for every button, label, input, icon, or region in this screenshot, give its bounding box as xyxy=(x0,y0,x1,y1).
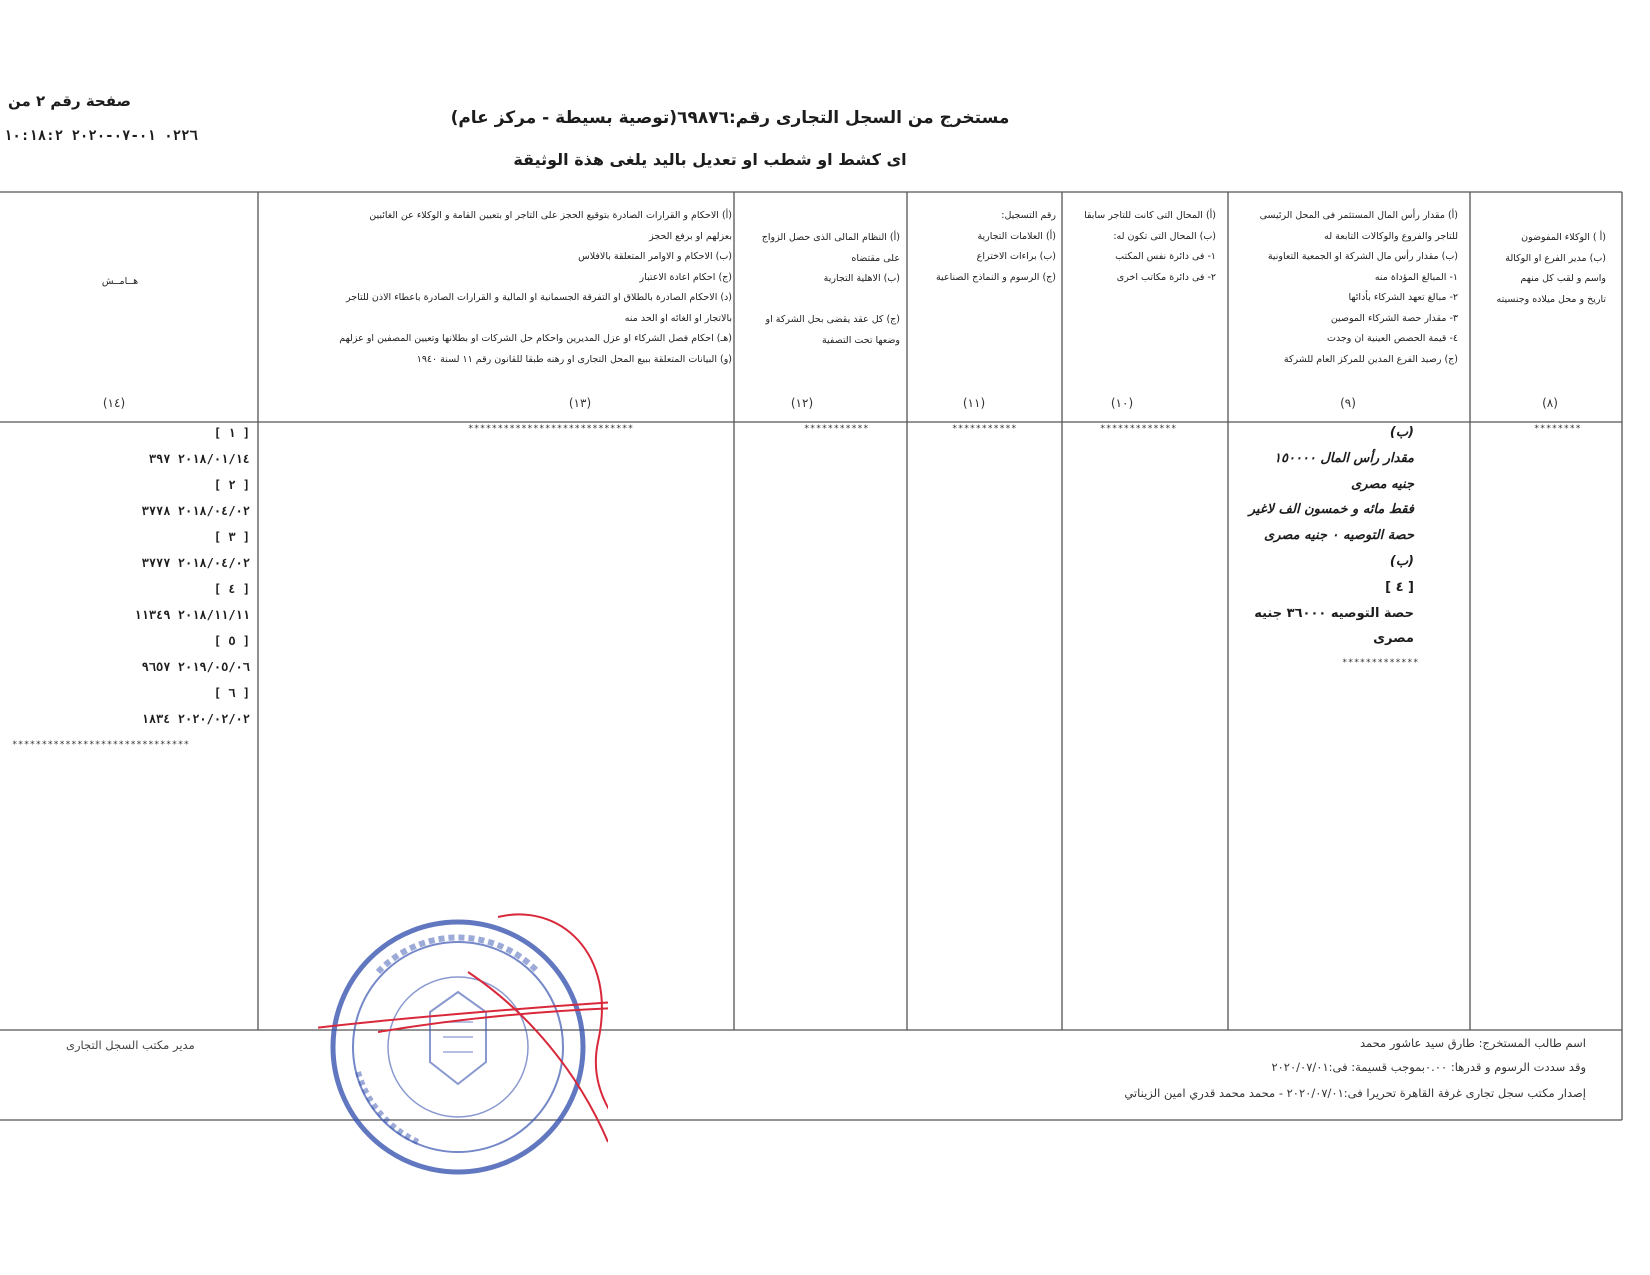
entry-line: [ ٤ ] xyxy=(213,582,250,596)
header-line: (ج) احكام اعادة الاعتبار xyxy=(639,271,732,283)
header-line: ٤- قيمة الحصص العينية ان وجدت xyxy=(1327,333,1458,344)
header-line: تاريخ و محل ميلاده وجنسيته xyxy=(1496,293,1606,305)
header-line: واسم و لقب كل منهم xyxy=(1520,273,1606,284)
entry-line: [ ٥ ] xyxy=(213,634,250,648)
header-line: (أ ) الوكلاء المفوضون xyxy=(1521,232,1606,243)
column-header-9 xyxy=(1228,206,1458,370)
column-header-14 xyxy=(60,272,180,293)
stars-col8: ******** xyxy=(1534,424,1582,434)
column-header-11 xyxy=(906,206,1056,288)
header-line: ١- المبالغ المؤداة منه xyxy=(1374,271,1458,283)
entry-line: ٢٠١٨/٠٤/٠٢ ٣٧٧٨ xyxy=(141,504,250,518)
column-number-11: (١١) xyxy=(962,396,986,410)
entry-line: [ ٤ ] xyxy=(1385,579,1414,595)
entry-line: مقدار رأس المال ١٥٠٠٠٠ xyxy=(1274,450,1414,466)
column-header-10 xyxy=(1056,206,1216,288)
stars-col9-end: ************* xyxy=(1342,658,1419,668)
column-header-8 xyxy=(1466,228,1606,310)
header-line: (و) البيانات المتعلقة ببيع المحل التجارى او رهنه طبقا للقانون رقم ١١ لسنة ١٩٤٠ xyxy=(416,353,732,365)
header-line: (ب) الاحكام و الاوامر المتعلقة بالافلاس xyxy=(578,251,732,262)
entry-line: حصة التوصيه ٠ جنيه مصرى xyxy=(1264,528,1414,544)
entry-line: [ ٦ ] xyxy=(213,686,250,700)
entry-line: [ ٣ ] xyxy=(213,530,250,544)
entry-line: ٢٠١٨/٠٤/٠٢ ٣٧٧٧ xyxy=(141,556,250,570)
header-line: (د) الاحكام الصادرة بالطلاق او التفرقة الجسمانية او المالية و القرارات الصادرة باعطاء الاذن للتاجر xyxy=(345,292,732,303)
margin-entries xyxy=(110,420,250,732)
header-line xyxy=(740,290,900,311)
header-line: هــامــش xyxy=(101,276,139,287)
entry-line: (ب) xyxy=(1389,553,1414,569)
header-line: (ج) رصيد الفرع المدين للمركز العام للشركة xyxy=(1283,353,1458,365)
capital-entries xyxy=(1154,420,1414,652)
header-line: (ج) الرسوم و النماذج الصناعية xyxy=(935,271,1056,283)
header-line: على مقتضاه xyxy=(851,252,900,264)
entry-line: ٢٠٢٠/٠٢/٠٢ ١٨٣٤ xyxy=(141,712,250,726)
header-line: (ب) المحال التى تكون له: xyxy=(1113,230,1216,242)
header-line: (أ) العلامات التجارية xyxy=(977,230,1056,242)
column-number-9: (٩) xyxy=(1340,396,1356,410)
header-line: وضعها تحت التصفية xyxy=(821,334,900,346)
entry-line: [ ١ ] xyxy=(213,426,250,440)
header-line: ٢- مبالغ تعهد الشركاء بأدائها xyxy=(1348,292,1458,303)
column-number-14: (١٤) xyxy=(102,396,126,410)
issuer-line: إصدار مكتب سجل تجارى غرفة القاهرة تحريرا فى:٢٠٢٠/٠٧/٠١ - محمد محمد قدري امين الزيناتي xyxy=(1124,1086,1586,1100)
entry-line: مصرى xyxy=(1373,631,1414,647)
header-line: للتاجر والفروع والوكالات التابعة له xyxy=(1324,230,1458,242)
stars-col10: ************* xyxy=(1100,424,1177,434)
header-line: (ب) مقدار رأس مال الشركة او الجمعية التعاونية xyxy=(1267,251,1458,262)
header-line: (أ) الاحكام و القرارات الصادرة بتوقيع الحجز على التاجر او بتعيين القامة و الوكلاء عن الغائبين xyxy=(369,210,732,221)
office-manager-label: مدير مكتب السجل التجارى xyxy=(66,1038,195,1052)
header-line: ٢- فى دائرة مكاتب اخرى xyxy=(1116,271,1216,283)
entry-line: حصة التوصيه ٣٦٠٠٠ جنيه xyxy=(1254,605,1414,621)
header-line: (هـ) احكام فصل الشركاء او عزل المديرين واحكام حل الشركات او بطلانها وتعيين المصفين او عزلهم xyxy=(339,333,732,344)
header-line: (ب) مدير الفرع او الوكالة xyxy=(1505,252,1606,264)
stars-col12: *********** xyxy=(804,424,870,434)
header-line: رقم التسجيل: xyxy=(1001,210,1056,221)
column-header-13 xyxy=(272,206,732,370)
fees-paid-line: وقد سددت الرسوم و قدرها: ٠.٠٠بموجب قسيمة: فى:٢٠٢٠/٠٧/٠١ xyxy=(1271,1060,1586,1074)
entry-line: جنيه مصرى xyxy=(1351,476,1414,492)
header-line: ١- فى دائرة نفس المكتب xyxy=(1115,251,1216,262)
column-number-10: (١٠) xyxy=(1110,396,1134,410)
header-line: (ب) الاهلية التجارية xyxy=(823,273,900,284)
header-line: (ج) كل عقد يقضى بحل الشركة او xyxy=(765,314,900,325)
entry-line: ٢٠١٩/٠٥/٠٦ ٩٦٥٧ xyxy=(141,660,250,674)
header-line: ٣- مقدار حصة الشركاء الموصين xyxy=(1330,312,1458,324)
entry-line: [ ٢ ] xyxy=(213,478,250,492)
header-line: بعزلهم او برفع الحجز xyxy=(649,230,732,242)
stars-col11: *********** xyxy=(952,424,1018,434)
stars-col13: **************************** xyxy=(468,424,634,434)
header-line: (أ) النظام المالى الذى حصل الزواج xyxy=(761,232,900,243)
entry-line: ٢٠١٨/٠١/١٤ ٣٩٧ xyxy=(148,452,250,466)
requester-name: اسم طالب المستخرج: طارق سيد عاشور محمد xyxy=(1359,1036,1586,1050)
column-header-12 xyxy=(740,228,900,351)
column-number-13: (١٣) xyxy=(568,396,592,410)
header-line: بالاتجار او الغائه او الحد منه xyxy=(624,312,732,324)
official-seal-icon xyxy=(318,912,608,1192)
tamper-warning: اى كشط او شطب او تعديل باليد يلغى هذة الوثيقة xyxy=(513,150,907,169)
document-title: مستخرج من السجل التجارى رقم:٦٩٨٧٦(توصية بسيطة - مركز عام) xyxy=(450,108,1010,128)
print-timestamp: ٠٢٢٦ ٠١-٠٧-٢٠٢٠ ١٠:١٨:٢ xyxy=(4,128,198,144)
column-number-8: (٨) xyxy=(1542,396,1558,410)
entry-line: ٢٠١٨/١١/١١ ١١٣٤٩ xyxy=(134,608,250,622)
page-number-label: صفحة رقم ٢ من xyxy=(8,92,132,110)
stars-col14-end: ****************************** xyxy=(12,740,190,750)
column-number-12: (١٢) xyxy=(790,396,814,410)
entry-line: فقط مائه و خمسون الف لاغير xyxy=(1248,502,1414,518)
header-line: (أ) مقدار رأس المال المستثمر فى المحل الرئيسى xyxy=(1259,210,1458,221)
header-line: (أ) المحال التى كانت للتاجر سابقا xyxy=(1084,210,1216,221)
entry-line: (ب) xyxy=(1389,425,1414,440)
header-line: (ب) براءات الاختراع xyxy=(976,251,1056,262)
